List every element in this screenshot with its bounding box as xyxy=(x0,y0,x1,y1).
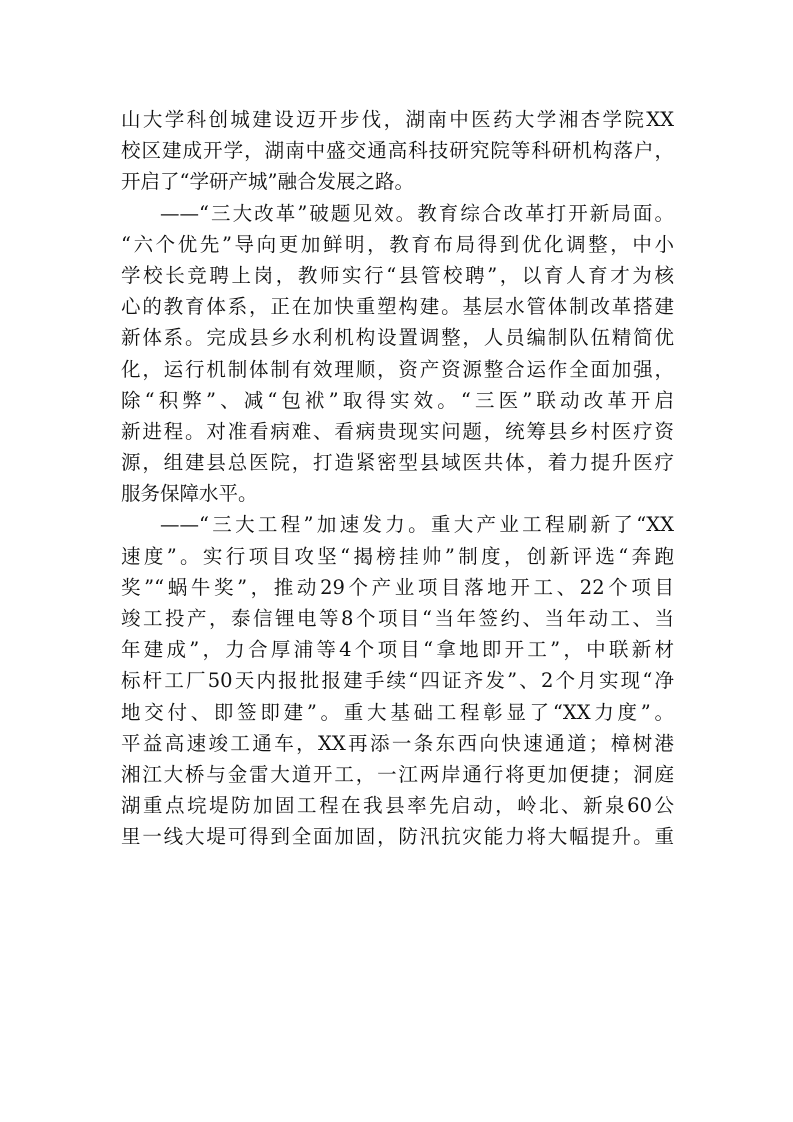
text-line: 开启了“学研产城”融合发展之路。 xyxy=(121,170,414,194)
paragraph-heading-reform: ——“三大改革”破题见效。教育综合改革打开新局面。 xyxy=(160,201,674,225)
text-line: 山大学科创城建设迈开步伐，湖南中医药大学湘杏学院XX xyxy=(121,108,674,131)
text-line: 地交付、即签即建”。重大基础工程彰显了“XX力度”。 xyxy=(121,700,674,724)
text-line: “六个优先”导向更加鲜明，教育布局得到优化调整，中小 xyxy=(121,232,674,256)
text-line: 里一线大堤可得到全面加固，防汛抗灾能力将大幅提升。重 xyxy=(121,825,674,849)
text-line: 服务保障水平。 xyxy=(121,482,258,506)
text-line: 湖重点垸堤防加固工程在我县率先启动，岭北、新泉60公 xyxy=(121,794,674,818)
text-line: 平益高速竣工通车，XX再添一条东西向快速通道；樟树港 xyxy=(121,731,674,755)
body-text xyxy=(121,104,674,853)
text-line: 校区建成开学，湖南中盛交通高科技研究院等科研机构落户， xyxy=(121,139,674,163)
text-line: 心的教育体系，正在加快重塑构建。基层水管体制改革搭建 xyxy=(121,295,674,319)
text-line: 除“积弊”、减“包袱”取得实效。“三医”联动改革开启 xyxy=(121,388,674,412)
text-line: 奖”“蜗牛奖”，推动29个产业项目落地开工、22个项目 xyxy=(121,575,674,599)
text-line: 新进程。对准看病难、看病贵现实问题，统筹县乡村医疗资 xyxy=(121,419,674,443)
text-line: 新体系。完成县乡水利机构设置调整，人员编制队伍精简优 xyxy=(121,326,674,350)
paragraph-heading-projects: ——“三大工程”加速发力。重大产业工程刷新了“XX xyxy=(160,513,674,537)
text-line: 源，组建县总医院，打造紧密型县域医共体，着力提升医疗 xyxy=(121,451,674,475)
text-line: 竣工投产，泰信锂电等8个项目“当年签约、当年动工、当 xyxy=(121,607,674,630)
text-line: 速度”。实行项目攻坚“揭榜挂帅”制度，创新评选“奔跑 xyxy=(121,544,674,568)
text-line: 标杆工厂50天内报批报建手续“四证齐发”、2个月实现“净 xyxy=(121,669,674,693)
text-line: 湘江大桥与金雷大道开工，一江两岸通行将更加便捷；洞庭 xyxy=(121,762,674,786)
text-line: 学校长竞聘上岗，教师实行“县管校聘”，以育人育才为核 xyxy=(121,263,674,287)
text-line: 化，运行机制体制有效理顺，资产资源整合运作全面加强， xyxy=(121,357,674,381)
text-line: 年建成”，力合厚浦等4个项目“拿地即开工”，中联新材 xyxy=(121,638,674,662)
